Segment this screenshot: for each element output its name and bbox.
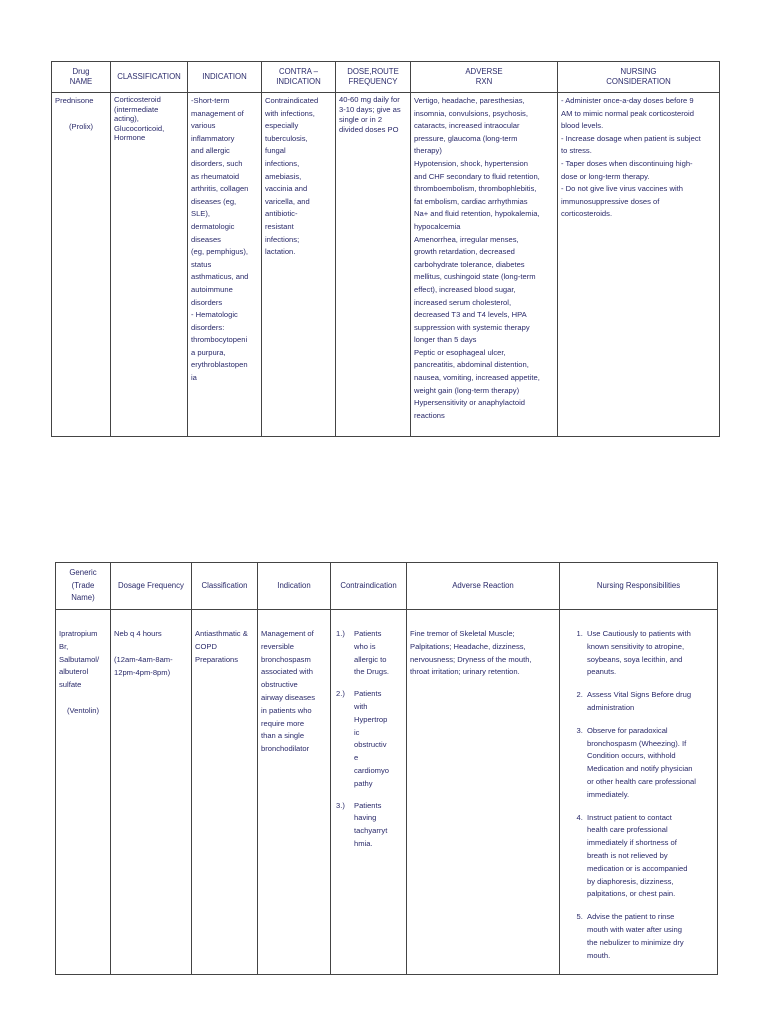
text-line: NURSING <box>620 66 657 76</box>
text-line: Hypotension, shock, hypertension <box>414 158 528 168</box>
text-line: (eg, pemphigus), <box>191 247 248 257</box>
text-line: lactation. <box>265 247 296 257</box>
text-line: e <box>354 753 359 763</box>
text-line: breath is not relieved by <box>587 850 668 860</box>
text-line: corticosteroids. <box>561 209 613 219</box>
text-line: amebiasis, <box>265 171 302 181</box>
text-line: fungal <box>265 146 286 156</box>
text-line: Condition occurs, withhold <box>587 751 676 761</box>
text-line: hypocalcemia <box>414 221 461 231</box>
text-line: fat embolism, cardiac arrhythmias <box>414 196 528 206</box>
text-line: the Drugs. <box>354 667 390 677</box>
text-line: disorders <box>191 297 223 307</box>
text-line: Generic <box>69 568 97 578</box>
text-line: 4. Instruct patient to contact <box>587 812 672 822</box>
text-line: in patients who <box>261 705 312 715</box>
text-line: throat irritation; urinary retention. <box>410 667 520 677</box>
text-line: Hypersensitivity or anaphylactoid <box>414 398 526 408</box>
ipratropium-drug-table <box>55 562 718 975</box>
text-line: Contraindicated <box>265 96 319 105</box>
text-line: suppression with systemic therapy <box>414 322 530 332</box>
text-line: carbohydrate tolerance, diabetes <box>414 259 525 269</box>
text-line: - Increase dosage when patient is subject <box>561 133 701 143</box>
text-line: Salbutamol/ <box>59 654 100 664</box>
t1-dose-cell <box>336 93 411 437</box>
text-line: longer than 5 days <box>414 335 477 345</box>
text-line: - Administer once-a-day doses before 9 <box>561 96 694 105</box>
text-line: mellitus, cushingoid state (long-term <box>414 272 536 282</box>
text-line: with infections, <box>265 108 315 118</box>
text-line: and CHF secondary to fluid retention, <box>414 171 540 181</box>
list-item <box>585 628 714 679</box>
list-item <box>585 725 714 802</box>
list-item <box>585 812 714 902</box>
text-line: DOSE,ROUTE <box>347 66 399 76</box>
text-line: 2. Assess Vital Signs Before drug <box>587 690 692 700</box>
text-line: -Short-term <box>191 96 230 105</box>
text-line: bronchospasm <box>261 654 311 664</box>
text-line: autoimmune <box>191 284 233 294</box>
t2-nursing-list <box>563 628 714 962</box>
t2-h-contraindication <box>331 563 407 610</box>
text-line: associated with <box>261 667 313 677</box>
list-item <box>352 800 403 851</box>
text-line: sulfate <box>59 680 82 690</box>
table2-row-ipratropium <box>56 610 718 975</box>
text-line: having <box>354 813 377 823</box>
text-line: tachyarryt <box>354 826 388 836</box>
text-line: growth retardation, decreased <box>414 247 515 257</box>
text-line: pathy <box>354 778 373 788</box>
text-line: Drug <box>72 66 90 76</box>
list-item <box>352 628 403 679</box>
text-line: cardiomyo <box>354 765 390 775</box>
text-line: asthmaticus, and <box>191 272 249 282</box>
t2-h-dosage <box>111 563 192 610</box>
text-line: CONTRA – <box>279 66 318 76</box>
t2-dosage-times <box>114 654 188 680</box>
table2-header-row <box>56 563 718 610</box>
text-line: single or in 2 <box>339 115 383 124</box>
t2-dosage-cell <box>111 610 192 975</box>
t1-nursing-cell <box>558 93 720 437</box>
text-line: Management of <box>261 629 314 638</box>
text-line: disorders: <box>191 322 225 332</box>
text-line: Glucocorticoid, <box>114 123 165 133</box>
t1-drug-name-cell <box>52 93 111 437</box>
text-line: management of <box>191 108 244 118</box>
text-line: AM to mimic normal peak corticosteroid <box>561 108 694 118</box>
text-line: 12pm-4pm-8pm) <box>114 667 171 677</box>
text-line: antibiotic- <box>265 209 298 219</box>
text-line: hmia. <box>354 838 373 848</box>
text-line: CLASSIFICATION <box>117 71 181 81</box>
table1-header-row <box>52 62 720 93</box>
t2-indication-cell <box>258 610 331 975</box>
text-line: decreased T3 and T4 levels, HPA <box>414 310 527 320</box>
text-line: cataracts, increased intraocular <box>414 121 520 131</box>
text-line: immunosuppressive doses of <box>561 196 660 206</box>
text-line: increased serum cholesterol, <box>414 297 512 307</box>
text-line: mouth with water after using <box>587 924 682 934</box>
text-line: - Do not give live virus vaccines with <box>561 184 683 194</box>
text-line: insomnia, convulsions, psychosis, <box>414 108 528 118</box>
text-line: 5. Advise the patient to rinse <box>587 912 675 922</box>
text-line: various <box>191 121 216 131</box>
text-line: with <box>354 701 368 711</box>
text-line: thrombocytopeni <box>191 335 248 345</box>
text-line: especially <box>265 121 299 131</box>
text-line: 40-60 mg daily for <box>339 95 400 104</box>
text-line: FREQUENCY <box>348 77 398 86</box>
text-line: bronchospasm (Wheezing). If <box>587 738 687 748</box>
text-line: Na+ and fluid retention, hypokalemia, <box>414 209 540 219</box>
text-line: infections, <box>265 158 300 168</box>
t1-contraindication-cell <box>262 93 336 437</box>
text-line: Name) <box>71 593 95 603</box>
text-line: known sensitivity to atropine, <box>587 641 685 651</box>
text-line: Ipratropium <box>59 629 98 638</box>
text-line: blood levels. <box>561 121 604 131</box>
text-line: divided doses PO <box>339 125 399 134</box>
text-line: Peptic or esophageal ulcer, <box>414 347 506 357</box>
text-line: thromboembolism, thrombophlebitis, <box>414 184 537 194</box>
t2-adverse-cell <box>407 610 560 975</box>
text-line: varicella, and <box>265 196 310 206</box>
text-line: diseases <box>191 234 221 244</box>
text-line: dose or long-term therapy. <box>561 171 650 181</box>
text-line: soybeans, soya lecithin, and <box>587 654 683 664</box>
text-line: status <box>191 259 212 269</box>
text-line: Medication and notify physician <box>587 764 693 774</box>
text-line: require more <box>261 718 305 728</box>
text-line: bronchodilator <box>261 744 310 754</box>
text-line: obstructive <box>261 680 298 690</box>
text-line: (12am-4am-8am- <box>114 654 173 664</box>
text-line: Vertigo, headache, paresthesias, <box>414 96 525 105</box>
t2-classification-cell <box>192 610 258 975</box>
text-line: vaccinia and <box>265 184 308 194</box>
t1-h-dose <box>336 62 411 93</box>
text-line: palpitations, or chest pain. <box>587 889 676 899</box>
text-line: INDICATION <box>276 77 321 86</box>
text-line: therapy) <box>414 146 442 156</box>
text-line: nausea, vomiting, increased appetite, <box>414 373 540 383</box>
text-line: Contraindication <box>340 580 397 590</box>
t2-h-adverse <box>407 563 560 610</box>
text-line: who is <box>354 641 376 651</box>
text-line: Dosage Frequency <box>118 580 184 590</box>
text-line: Antiasthmatic & <box>195 629 248 638</box>
text-line: SLE), <box>191 209 210 219</box>
text-line: by diaphoresis, dizziness, <box>587 876 674 886</box>
t1-h-drug-name <box>52 62 111 93</box>
t2-contraindication-list <box>334 628 403 851</box>
text-line: Patients <box>354 689 382 699</box>
list-item <box>352 688 403 790</box>
text-line: Amenorrhea, irregular menses, <box>414 234 519 244</box>
text-line: and allergic <box>191 146 230 156</box>
text-line: NAME <box>69 77 93 86</box>
t2-trade-name: (Ventolin) <box>66 705 100 715</box>
text-line: - Taper doses when discontinuing high- <box>561 158 693 168</box>
text-line: Classification <box>201 580 248 590</box>
t1-h-nursing <box>558 62 720 93</box>
text-line: weight gain (long-term therapy) <box>414 385 520 395</box>
text-line: Adverse Reaction <box>452 580 514 590</box>
text-line: COPD <box>195 641 217 651</box>
list-item <box>585 689 714 715</box>
text-line: reversible <box>261 641 294 651</box>
text-line: as rheumatoid <box>191 171 240 181</box>
t2-h-generic <box>56 563 111 610</box>
text-line: allergic to <box>354 654 387 664</box>
text-line: airway diseases <box>261 692 316 702</box>
text-line: mouth. <box>587 950 611 960</box>
text-line: than a single <box>261 731 305 741</box>
t1-indication-cell <box>188 93 262 437</box>
t1-h-indication <box>188 62 262 93</box>
text-line: medication or is accompanied <box>587 863 688 873</box>
text-line: ic <box>354 727 360 737</box>
text-line: Corticosteroid <box>114 95 161 104</box>
prednisone-drug-table <box>51 61 720 437</box>
text-line: (Trade <box>71 580 95 590</box>
text-line: diseases (eg, <box>191 196 237 206</box>
text-line: administration <box>587 702 635 712</box>
text-line: immediately if shortness of <box>587 838 677 848</box>
text-line: to stress. <box>561 146 592 156</box>
t1-trade-name: (Prolix) <box>68 121 94 131</box>
text-line: health care professional <box>587 825 668 835</box>
t2-contraindication-cell <box>331 610 407 975</box>
text-line: Hormone <box>114 133 146 143</box>
text-line: 3-10 days; give as <box>339 105 401 114</box>
t2-h-classification <box>192 563 258 610</box>
text-line: arthritis, collagen <box>191 184 249 194</box>
text-line: Nursing Responsibilities <box>596 580 681 590</box>
text-line: Br, <box>59 641 69 651</box>
text-line: 3. Observe for paradoxical <box>587 725 668 735</box>
t2-dosage <box>114 628 188 641</box>
text-line: pancreatitis, abdominal distention, <box>414 360 529 370</box>
text-line: nervousness; Dryness of the mouth, <box>410 654 532 664</box>
text-line: acting), <box>114 114 139 124</box>
list-item <box>585 911 714 962</box>
t2-h-indication <box>258 563 331 610</box>
t1-classification-cell <box>111 93 188 437</box>
text-line: immediately. <box>587 789 630 799</box>
text-line: RXN <box>475 77 493 86</box>
text-line: inflammatory <box>191 133 235 143</box>
text-line: disorders, such <box>191 158 243 168</box>
text-line: or other health care professional <box>587 776 696 786</box>
text-line: peanuts. <box>587 667 617 677</box>
t2-generic-cell <box>56 610 111 975</box>
text-line: resistant <box>265 221 294 231</box>
text-line: pressure, glaucoma (long-term <box>414 133 518 143</box>
text-line: INDICATION <box>202 71 247 81</box>
text-line: reactions <box>414 410 445 420</box>
t1-h-adverse <box>411 62 558 93</box>
text-line: Palpitations; Headache, dizziness, <box>410 641 526 651</box>
text-line: ia <box>191 373 197 383</box>
t1-h-classification <box>111 62 188 93</box>
text-line: Patients <box>354 800 382 810</box>
t1-h-contraindication <box>262 62 336 93</box>
text-line: erythroblastopen <box>191 360 248 370</box>
text-line: effect), increased blood sugar, <box>414 284 516 294</box>
text-line: Preparations <box>195 654 239 664</box>
text-line: ADVERSE <box>465 66 503 76</box>
t1-drug-name: Prednisone <box>55 96 94 105</box>
text-line: infections; <box>265 234 300 244</box>
text-line: Fine tremor of Skeletal Muscle; <box>410 629 515 638</box>
text-line: a purpura, <box>191 347 226 357</box>
text-line: Hypertrop <box>354 714 388 724</box>
text-line: dermatologic <box>191 221 235 231</box>
text-line: Patients <box>354 629 382 638</box>
t2-generic-name <box>59 628 107 692</box>
t2-h-nursing <box>560 563 718 610</box>
text-line: - Hematologic <box>191 310 238 320</box>
text-line: Indication <box>277 580 311 590</box>
t1-adverse-cell <box>411 93 558 437</box>
text-line: (intermediate <box>114 104 159 114</box>
table1-row-prednisone <box>52 93 720 437</box>
text-line: Neb q 4 hours <box>114 629 162 638</box>
text-line: 1. Use Cautiously to patients with <box>587 629 691 638</box>
text-line: the nebulizer to minimize dry <box>587 937 684 947</box>
text-line: obstructiv <box>354 740 387 750</box>
text-line: CONSIDERATION <box>606 77 671 86</box>
text-line: albuterol <box>59 667 89 677</box>
text-line: tuberculosis, <box>265 133 308 143</box>
t2-nursing-cell <box>560 610 718 975</box>
